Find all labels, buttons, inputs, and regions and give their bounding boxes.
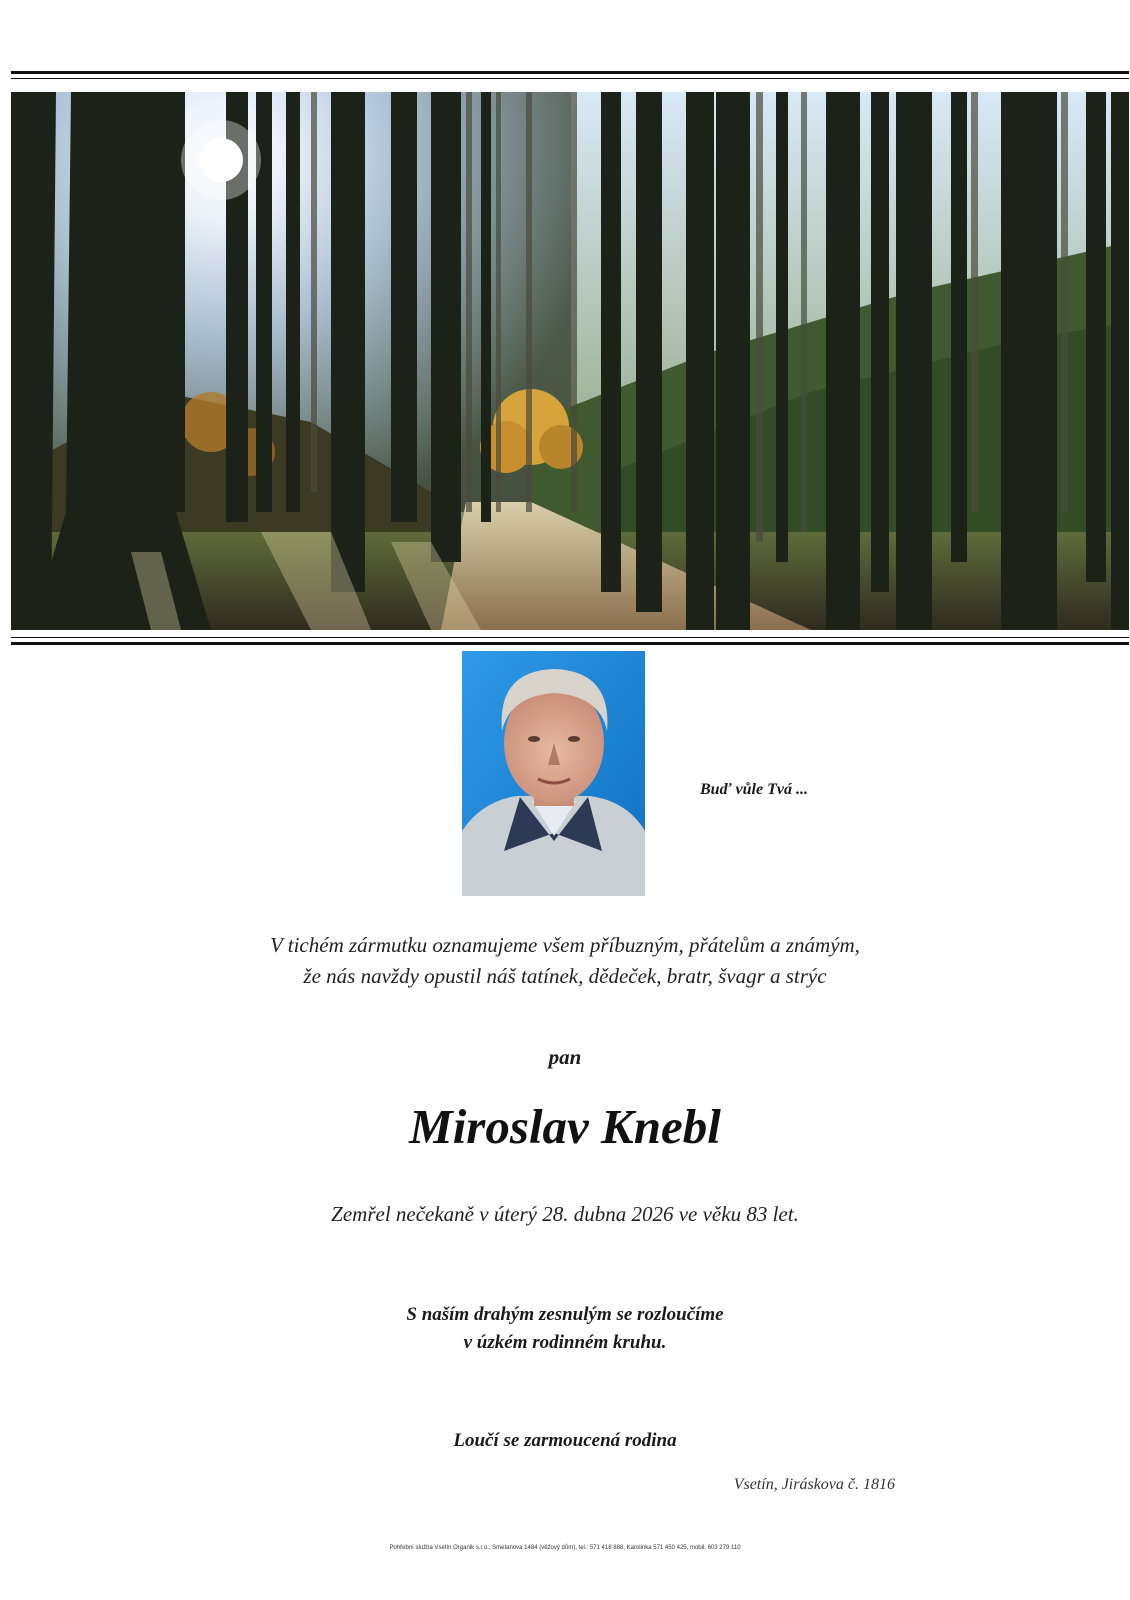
honorific-text: pan bbox=[548, 1045, 582, 1069]
address-text: Vsetín, Jiráskova č. 1816 bbox=[733, 1476, 895, 1493]
farewell-line-2: v úzkém rodinném kruhu. bbox=[463, 1332, 667, 1353]
funeral-service-footer: Pohřební služba Vsetín Organik s.r.o., Smetanova 1484 (věžový dům), tel.: 571 418 888, Karolinka 571 450 425, mobil: 603 279 110 bbox=[389, 1545, 741, 1551]
bottom-rule-thin bbox=[11, 637, 1129, 638]
announcement-line-2: že nás navždy opustil náš tatínek, dědeček, bratr, švagr a strýc bbox=[303, 964, 827, 988]
motto-text: Buď vůle Tvá ... bbox=[700, 781, 808, 798]
farewell-line-1: S naším drahým zesnulým se rozloučíme bbox=[406, 1304, 724, 1325]
family-signature: Loučí se zarmoucená rodina bbox=[453, 1430, 677, 1451]
deceased-portrait-photo bbox=[462, 651, 645, 896]
top-rule-thin bbox=[11, 78, 1129, 79]
announcement-line-1: V tichém zármutku oznamujeme všem příbuzným, přátelům a známým, bbox=[270, 933, 860, 957]
deceased-name: Miroslav Knebl bbox=[409, 1099, 721, 1154]
forest-banner-image bbox=[11, 92, 1129, 630]
death-notice-text: Zemřel nečekaně v úterý 28. dubna 2026 ve věku 83 let. bbox=[331, 1202, 799, 1226]
announcement-text bbox=[160, 930, 970, 992]
farewell-text bbox=[260, 1301, 870, 1357]
bottom-rule-thick bbox=[11, 642, 1129, 645]
top-rule-thick bbox=[11, 71, 1129, 74]
